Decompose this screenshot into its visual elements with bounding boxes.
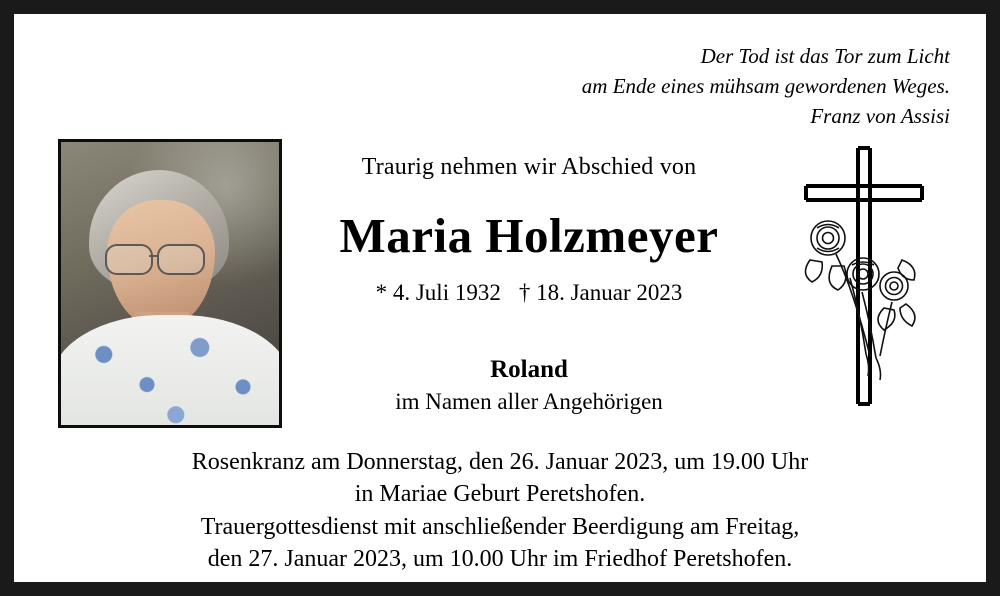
quote-line-1: Der Tod ist das Tor zum Licht — [700, 44, 950, 68]
portrait-blouse — [58, 315, 282, 428]
quote-author: Franz von Assisi — [810, 103, 950, 128]
birth-date: * 4. Juli 1932 — [375, 280, 501, 305]
obituary-card — [14, 14, 986, 582]
details-line-2: in Mariae Geburt Peretshofen. — [354, 481, 646, 508]
quote-line-2: am Ende eines mühsam gewordenen Weges. — [581, 73, 950, 98]
details-line-4: den 27. Januar 2023, um 10.00 Uhr im Friedhof Peretshofen. — [207, 546, 793, 573]
death-date: † 18. Januar 2023 — [518, 280, 683, 305]
portrait-glasses-left — [105, 244, 153, 275]
service-details — [14, 446, 986, 576]
mourner-name: Roland — [490, 356, 568, 383]
portrait-glasses-right — [157, 244, 205, 275]
deceased-name: Maria Holzmeyer — [339, 208, 719, 263]
portrait-image — [61, 142, 279, 425]
intro-line: Traurig nehmen wir Abschied von — [361, 154, 697, 180]
main-text-column — [294, 154, 764, 415]
portrait-photo — [58, 139, 282, 428]
details-line-3: Trauergottesdienst mit anschließender Beerdigung am Freitag, — [200, 513, 800, 540]
mourner-subtitle: im Namen aller Angehörigen — [395, 389, 663, 414]
portrait-glasses-bridge — [149, 255, 157, 257]
cross-with-roses-icon — [798, 142, 928, 412]
details-line-1: Rosenkranz am Donnerstag, den 26. Januar 2023, um 19.00 Uhr — [191, 449, 809, 475]
life-dates — [294, 280, 764, 306]
quote-block — [582, 42, 950, 131]
